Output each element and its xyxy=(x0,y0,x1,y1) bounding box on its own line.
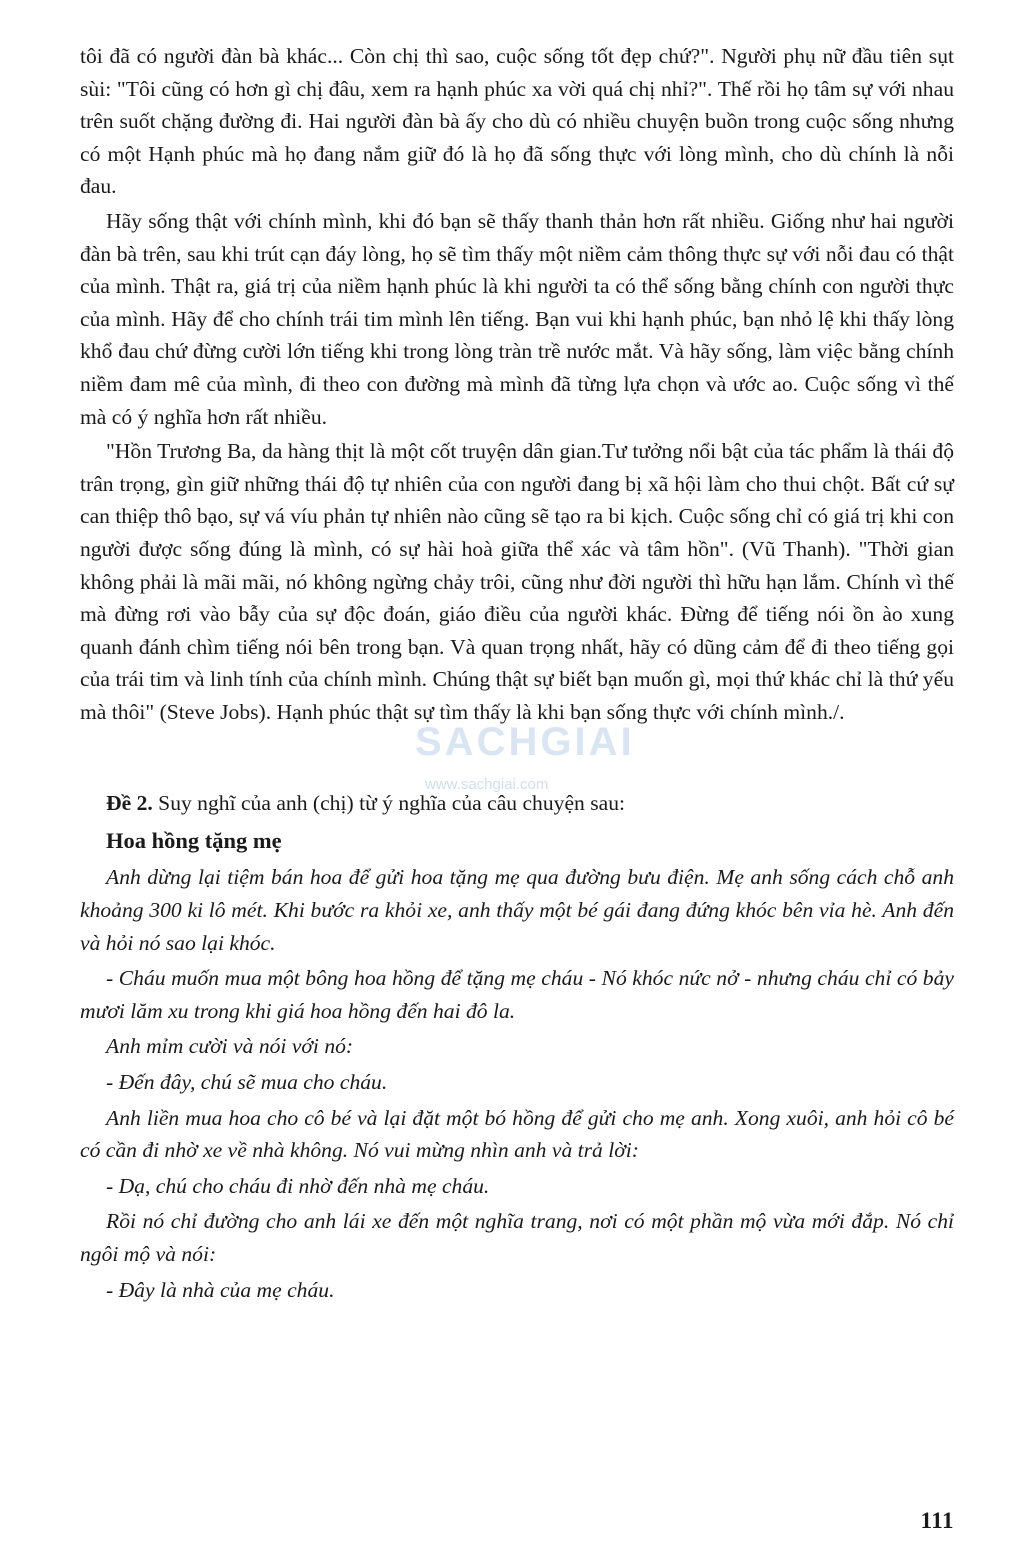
story-line-1: Anh dừng lại tiệm bán hoa để gửi hoa tặng mẹ qua đường bưu điện. Mẹ anh sống cách chỗ anh khoảng 300 ki lô mét. Khi bước ra khỏi xe, anh thấy một bé gái đang đứng khóc bên vỉa hè. Anh đến và hỏi nó sao lại khóc. xyxy=(80,865,954,955)
paragraph-2: Hãy sống thật với chính mình, khi đó bạn sẽ thấy thanh thản hơn rất nhiều. Giống như hai người đàn bà trên, sau khi trút cạn đáy lòng, họ sẽ tìm thấy một niềm cảm thông thực sự với nỗi đau có thật của mình. Thật ra, giá trị của niềm hạnh phúc là khi người ta có thể sống bằng chính con người thực của mình. Hãy để cho chính trái tim mình lên tiếng. Bạn vui khi hạnh phúc, bạn nhỏ lệ khi thấy lòng khổ đau chứ đừng cười lớn tiếng khi trong lòng tràn trề nước mắt. Và hãy sống, làm việc bằng chính niềm đam mê của mình, đi theo con đường mà mình đã từng lựa chọn và ước ao. Cuộc sống vì thế mà có ý nghĩa hơn rất nhiều. xyxy=(80,208,954,429)
watermark-brand: SACHGIAI xyxy=(415,720,635,764)
exercise-prompt xyxy=(80,786,954,820)
story-line-2: - Cháu muốn mua một bông hoa hồng để tặng mẹ cháu - Nó khóc nức nở - nhưng cháu chỉ có bảy mươi lăm xu trong khi giá hoa hồng đến hai đô la. xyxy=(80,966,954,1023)
paragraph-1: tôi đã có người đàn bà khác... Còn chị thì sao, cuộc sống tốt đẹp chứ?". Người phụ nữ đầu tiên sụt sùi: "Tôi cũng có hơn gì chị đâu, xem ra hạnh phúc xa vời quá chị nhỉ?". Thế rồi họ tâm sự với nhau trên suốt chặng đường đi. Hai người đàn bà ấy cho dù có nhiều chuyện buồn trong cuộc sống nhưng có một Hạnh phúc mà họ đang nắm giữ đó là họ đã sống thực với lòng mình, cho dù chính là nỗi đau. xyxy=(80,44,954,199)
story-line-3: Anh mỉm cười và nói với nó: xyxy=(106,1034,354,1059)
story-line-4: - Đến đây, chú sẽ mua cho cháu. xyxy=(106,1070,388,1095)
exercise-label: Đề 2. xyxy=(106,791,153,816)
paragraph-3: "Hồn Trương Ba, da hàng thịt là một cốt truyện dân gian.Tư tưởng nổi bật của tác phẩm là thái độ trân trọng, gìn giữ những thái độ tự nhiên của con người đang bị xã hội làm cho thui chột. Bất cứ sự can thiệp thô bạo, sự vá víu phản tự nhiên nào cũng sẽ tạo ra bi kịch. Cuộc sống chỉ có giá trị khi con người được sống đúng là mình, có sự hài hoà giữa thể xác và tâm hồn". (Vũ Thanh). "Thời gian không phải là mãi mãi, nó không ngừng chảy trôi, cũng như đời người thì hữu hạn lắm. Chính vì thế mà đừng rơi vào bẫy của sự độc đoán, giáo điều của người khác. Đừng để tiếng nói ồn ào xung quanh đánh chìm tiếng nói bên trong bạn. Và quan trọng nhất, hãy có dũng cảm để đi theo tiếng gọi của trái tim và linh tính của chính mình. Chúng thật sự biết bạn muốn gì, mọi thứ khác chỉ là thứ yếu mà thôi" (Steve Jobs). Hạnh phúc thật sự tìm thấy là khi bạn sống thực với chính mình./. xyxy=(80,439,954,724)
story-line-7: Rồi nó chỉ đường cho anh lái xe đến một nghĩa trang, nơi có một phần mộ vừa mới đắp. Nó chỉ ngôi mộ và nói: xyxy=(80,1209,954,1266)
exercise-text: Suy nghĩ của anh (chị) từ ý nghĩa của câu chuyện sau: xyxy=(152,791,626,816)
section-gap xyxy=(80,728,954,786)
page-number: 111 xyxy=(920,1508,954,1533)
watermark-url: www.sachgiai.com xyxy=(425,776,549,793)
story-title: Hoa hồng tặng mẹ xyxy=(106,828,282,854)
story-line-6: - Dạ, chú cho cháu đi nhờ đến nhà mẹ cháu. xyxy=(106,1173,490,1198)
story-line-5: Anh liền mua hoa cho cô bé và lại đặt một bó hồng để gửi cho mẹ anh. Xong xuôi, anh hỏi cô bé có cần đi nhờ xe về nhà không. Nó vui mừng nhìn anh và trả lời: xyxy=(80,1105,954,1163)
story-line-8: - Đây là nhà của mẹ cháu. xyxy=(106,1277,335,1302)
